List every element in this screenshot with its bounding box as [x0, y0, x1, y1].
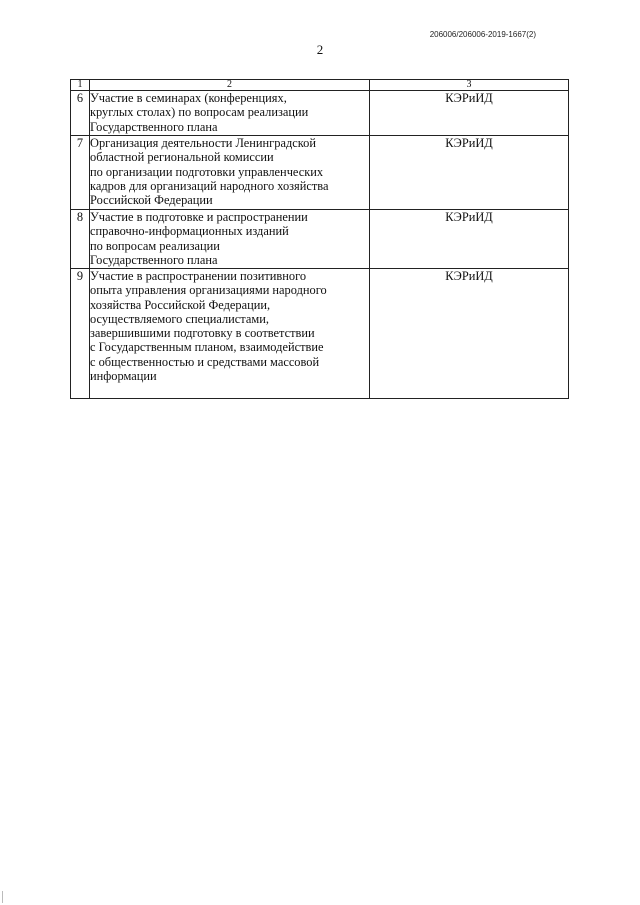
activity-line: круглых столах) по вопросам реализации: [90, 105, 309, 120]
column-header-executor: 3: [370, 80, 569, 91]
activity-description: [90, 136, 370, 210]
table-row: [71, 269, 569, 399]
activity-line: кадров для организаций народного хозяйства: [90, 178, 329, 193]
row-number: 9: [71, 269, 90, 399]
scan-edge-mark: [2, 891, 6, 903]
document-registration-number: 206006/206006-2019-1667(2): [429, 30, 536, 39]
activities-table: [70, 79, 569, 399]
activity-line: справочно-информационных изданий: [90, 224, 289, 239]
table-row: [71, 91, 569, 136]
activity-line: по вопросам реализации: [90, 238, 220, 253]
activity-line: Российской Федерации: [90, 193, 213, 208]
page-number: 2: [316, 42, 324, 57]
executor: КЭРиИД: [370, 269, 569, 399]
executor: КЭРиИД: [370, 136, 569, 210]
row-number: 6: [71, 91, 90, 136]
activity-description: [90, 269, 370, 399]
activity-line: с общественностью и средствами массовой: [90, 354, 320, 369]
activity-line: областной региональной комиссии: [90, 150, 274, 165]
executor: КЭРиИД: [370, 91, 569, 136]
table-row: [71, 136, 569, 210]
activity-line: с Государственным планом, взаимодействие: [90, 340, 324, 355]
activity-description: [90, 210, 370, 269]
row-number: 8: [71, 210, 90, 269]
activity-line: Государственного плана: [90, 252, 218, 267]
activity-line: Участие в семинарах (конференциях,: [90, 91, 287, 105]
executor: КЭРиИД: [370, 210, 569, 269]
activity-line: информации: [90, 369, 157, 384]
activity-line: осуществляемого специалистами,: [90, 311, 269, 326]
activity-line: Организация деятельности Ленинградской: [90, 136, 316, 150]
row-number: 7: [71, 136, 90, 210]
activity-line: завершившими подготовку в соответствии: [90, 326, 315, 341]
activity-line: хозяйства Российской Федерации,: [90, 297, 271, 312]
table-row: [71, 210, 569, 269]
activity-line: Участие в подготовке и распространении: [90, 210, 308, 224]
column-header-activity: 2: [90, 80, 370, 91]
activity-description: [90, 91, 370, 136]
table-header-row: [71, 80, 569, 91]
activity-line: опыта управления организациями народного: [90, 283, 327, 298]
activity-line: по организации подготовки управленческих: [90, 164, 324, 179]
activity-line: Участие в распространении позитивного: [90, 269, 307, 283]
column-header-number: 1: [71, 80, 90, 91]
activity-line: Государственного плана: [90, 119, 218, 134]
